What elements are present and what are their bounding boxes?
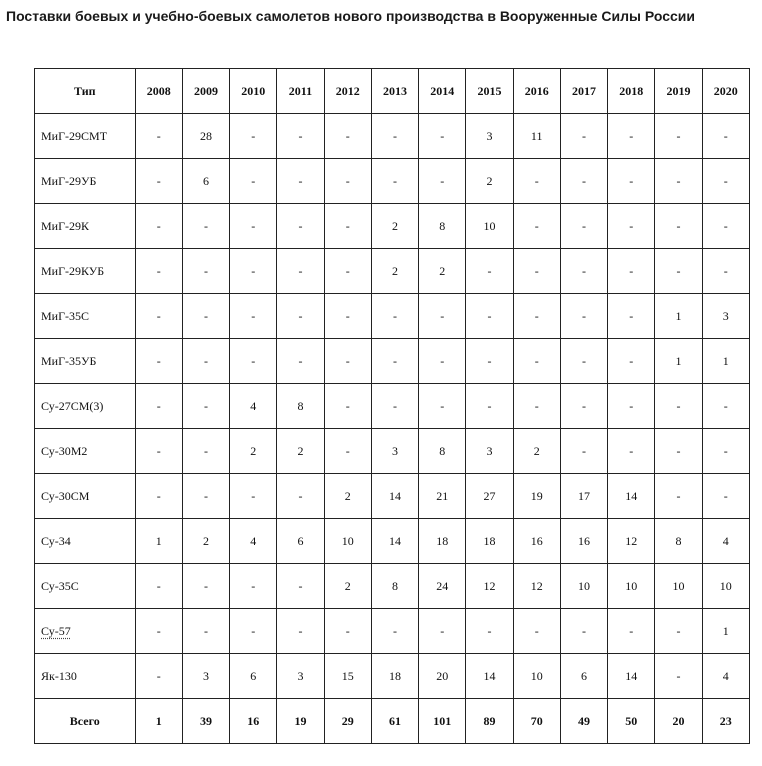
value-cell: -	[324, 339, 371, 384]
table-row	[35, 159, 750, 204]
value-cell: 18	[466, 519, 513, 564]
value-cell: -	[560, 114, 607, 159]
value-cell: 3	[371, 429, 418, 474]
aircraft-type-label: МиГ-35УБ	[41, 353, 97, 368]
header-year-2018: 2018	[608, 69, 655, 114]
value-cell: -	[655, 654, 702, 699]
value-cell: -	[419, 159, 466, 204]
value-cell: -	[324, 159, 371, 204]
aircraft-type-label: МиГ-29КУБ	[41, 263, 105, 278]
value-cell: -	[419, 294, 466, 339]
header-year-2013: 2013	[371, 69, 418, 114]
value-cell: 2	[466, 159, 513, 204]
value-cell: -	[513, 339, 560, 384]
value-cell: -	[230, 474, 277, 519]
value-cell: -	[277, 564, 324, 609]
value-cell: -	[324, 609, 371, 654]
total-value-cell: 101	[419, 699, 466, 744]
value-cell: -	[655, 114, 702, 159]
table-row	[35, 204, 750, 249]
value-cell: 6	[230, 654, 277, 699]
value-cell: 10	[655, 564, 702, 609]
value-cell: 21	[419, 474, 466, 519]
deliveries-table	[34, 68, 750, 744]
value-cell: -	[608, 429, 655, 474]
value-cell: 12	[513, 564, 560, 609]
value-cell: 10	[608, 564, 655, 609]
value-cell: 14	[466, 654, 513, 699]
value-cell: -	[135, 114, 182, 159]
value-cell: -	[182, 474, 229, 519]
aircraft-type-label: Як-130	[41, 668, 77, 683]
value-cell: -	[277, 609, 324, 654]
value-cell: 3	[466, 429, 513, 474]
value-cell: 14	[608, 654, 655, 699]
value-cell: 10	[324, 519, 371, 564]
value-cell: -	[230, 294, 277, 339]
value-cell: 24	[419, 564, 466, 609]
value-cell: -	[135, 204, 182, 249]
value-cell: 11	[513, 114, 560, 159]
aircraft-type-label: Су-35С	[41, 578, 79, 593]
value-cell: 17	[560, 474, 607, 519]
value-cell: -	[655, 159, 702, 204]
header-year-2019: 2019	[655, 69, 702, 114]
total-value-cell: 89	[466, 699, 513, 744]
value-cell: -	[277, 114, 324, 159]
value-cell: -	[608, 339, 655, 384]
total-value-cell: 20	[655, 699, 702, 744]
value-cell: -	[513, 384, 560, 429]
value-cell: -	[560, 204, 607, 249]
total-value-cell: 19	[277, 699, 324, 744]
value-cell: -	[419, 384, 466, 429]
value-cell: -	[135, 384, 182, 429]
aircraft-type-cell	[35, 249, 136, 294]
value-cell: 3	[182, 654, 229, 699]
value-cell: -	[513, 294, 560, 339]
aircraft-type-label: Су-34	[41, 533, 71, 548]
value-cell: -	[182, 249, 229, 294]
value-cell: 6	[277, 519, 324, 564]
value-cell: 10	[513, 654, 560, 699]
table-row	[35, 114, 750, 159]
value-cell: -	[655, 384, 702, 429]
table-row	[35, 384, 750, 429]
aircraft-type-label: МиГ-29СМТ	[41, 128, 108, 143]
value-cell: 16	[560, 519, 607, 564]
value-cell: -	[466, 339, 513, 384]
value-cell: 10	[702, 564, 749, 609]
value-cell: -	[324, 294, 371, 339]
value-cell: -	[702, 429, 749, 474]
value-cell: -	[466, 294, 513, 339]
total-value-cell: 29	[324, 699, 371, 744]
value-cell: -	[702, 204, 749, 249]
value-cell: 4	[230, 384, 277, 429]
value-cell: 2	[230, 429, 277, 474]
value-cell: -	[371, 609, 418, 654]
value-cell: -	[135, 429, 182, 474]
value-cell: 1	[655, 294, 702, 339]
total-value-cell: 16	[230, 699, 277, 744]
value-cell: 2	[371, 249, 418, 294]
value-cell: -	[182, 384, 229, 429]
value-cell: -	[466, 249, 513, 294]
value-cell: 12	[608, 519, 655, 564]
value-cell: 28	[182, 114, 229, 159]
value-cell: -	[608, 294, 655, 339]
aircraft-type-cell	[35, 204, 136, 249]
page-title: Поставки боевых и учебно-боевых самолетов нового производства в Вооруженные Силы России	[6, 8, 696, 24]
value-cell: 1	[702, 609, 749, 654]
value-cell: -	[277, 294, 324, 339]
aircraft-type-label: Су-30М2	[41, 443, 88, 458]
value-cell: 3	[702, 294, 749, 339]
value-cell: 14	[371, 519, 418, 564]
total-row	[35, 699, 750, 744]
table-row	[35, 519, 750, 564]
value-cell: 2	[513, 429, 560, 474]
value-cell: -	[230, 339, 277, 384]
value-cell: -	[513, 609, 560, 654]
value-cell: -	[135, 609, 182, 654]
value-cell: 10	[466, 204, 513, 249]
value-cell: -	[135, 159, 182, 204]
header-year-2011: 2011	[277, 69, 324, 114]
value-cell: -	[135, 654, 182, 699]
value-cell: -	[702, 384, 749, 429]
value-cell: 1	[135, 519, 182, 564]
aircraft-type-cell	[35, 384, 136, 429]
value-cell: -	[230, 159, 277, 204]
value-cell: 8	[655, 519, 702, 564]
header-year-2016: 2016	[513, 69, 560, 114]
value-cell: 2	[371, 204, 418, 249]
aircraft-type-cell[interactable]	[35, 609, 136, 654]
value-cell: 4	[702, 654, 749, 699]
header-year-2017: 2017	[560, 69, 607, 114]
value-cell: -	[608, 114, 655, 159]
value-cell: -	[230, 249, 277, 294]
value-cell: -	[135, 474, 182, 519]
value-cell: -	[230, 564, 277, 609]
value-cell: -	[277, 204, 324, 249]
header-year-2010: 2010	[230, 69, 277, 114]
value-cell: 4	[702, 519, 749, 564]
total-value-cell: 70	[513, 699, 560, 744]
aircraft-type-cell	[35, 519, 136, 564]
value-cell: -	[135, 564, 182, 609]
total-value-cell: 39	[182, 699, 229, 744]
aircraft-type-cell	[35, 429, 136, 474]
value-cell: -	[182, 564, 229, 609]
value-cell: 14	[371, 474, 418, 519]
value-cell: -	[230, 114, 277, 159]
value-cell: -	[608, 249, 655, 294]
aircraft-type-cell	[35, 114, 136, 159]
value-cell: -	[135, 294, 182, 339]
value-cell: 18	[371, 654, 418, 699]
total-value-cell: 1	[135, 699, 182, 744]
value-cell: -	[324, 429, 371, 474]
aircraft-type-label: МиГ-35С	[41, 308, 90, 323]
value-cell: 18	[419, 519, 466, 564]
header-year-2015: 2015	[466, 69, 513, 114]
table-row	[35, 429, 750, 474]
header-year-2014: 2014	[419, 69, 466, 114]
total-value-cell: 49	[560, 699, 607, 744]
header-year-2008: 2008	[135, 69, 182, 114]
value-cell: -	[702, 249, 749, 294]
value-cell: -	[560, 294, 607, 339]
total-label: Всего	[35, 699, 136, 744]
value-cell: -	[608, 204, 655, 249]
value-cell: -	[608, 159, 655, 204]
value-cell: -	[277, 339, 324, 384]
total-value-cell: 50	[608, 699, 655, 744]
value-cell: -	[230, 609, 277, 654]
value-cell: -	[560, 339, 607, 384]
value-cell: -	[560, 384, 607, 429]
table-row	[35, 339, 750, 384]
value-cell: -	[182, 609, 229, 654]
value-cell: -	[324, 114, 371, 159]
value-cell: 2	[277, 429, 324, 474]
value-cell: -	[702, 159, 749, 204]
value-cell: -	[608, 384, 655, 429]
aircraft-type-label: МиГ-29УБ	[41, 173, 97, 188]
aircraft-type-cell	[35, 474, 136, 519]
value-cell: 20	[419, 654, 466, 699]
value-cell: 16	[513, 519, 560, 564]
value-cell: 1	[655, 339, 702, 384]
value-cell: -	[419, 114, 466, 159]
aircraft-type-link[interactable]: Су-57	[41, 623, 71, 638]
value-cell: -	[513, 159, 560, 204]
total-value-cell: 61	[371, 699, 418, 744]
value-cell: -	[371, 159, 418, 204]
value-cell: -	[135, 339, 182, 384]
header-year-2009: 2009	[182, 69, 229, 114]
value-cell: -	[466, 609, 513, 654]
table-row	[35, 654, 750, 699]
value-cell: -	[419, 609, 466, 654]
value-cell: 8	[419, 429, 466, 474]
value-cell: 3	[277, 654, 324, 699]
value-cell: -	[182, 204, 229, 249]
value-cell: -	[277, 249, 324, 294]
value-cell: -	[371, 294, 418, 339]
table-row	[35, 609, 750, 654]
value-cell: -	[182, 429, 229, 474]
aircraft-type-cell	[35, 294, 136, 339]
value-cell: 6	[560, 654, 607, 699]
aircraft-type-label: Су-27СМ(3)	[41, 398, 104, 413]
aircraft-type-cell	[35, 564, 136, 609]
table-row	[35, 249, 750, 294]
aircraft-type-cell	[35, 654, 136, 699]
value-cell: -	[655, 429, 702, 474]
value-cell: 27	[466, 474, 513, 519]
value-cell: -	[655, 474, 702, 519]
value-cell: 19	[513, 474, 560, 519]
table-header-row	[35, 69, 750, 114]
value-cell: 6	[182, 159, 229, 204]
value-cell: -	[513, 204, 560, 249]
value-cell: 10	[560, 564, 607, 609]
header-type: Тип	[35, 69, 136, 114]
value-cell: -	[655, 249, 702, 294]
header-year-2012: 2012	[324, 69, 371, 114]
value-cell: 15	[324, 654, 371, 699]
value-cell: -	[655, 204, 702, 249]
value-cell: -	[135, 249, 182, 294]
value-cell: -	[702, 474, 749, 519]
header-year-2020: 2020	[702, 69, 749, 114]
value-cell: -	[324, 249, 371, 294]
total-value-cell: 23	[702, 699, 749, 744]
table-row	[35, 474, 750, 519]
value-cell: 8	[371, 564, 418, 609]
value-cell: -	[419, 339, 466, 384]
value-cell: 14	[608, 474, 655, 519]
value-cell: 2	[324, 564, 371, 609]
value-cell: -	[182, 339, 229, 384]
value-cell: 12	[466, 564, 513, 609]
table-row	[35, 564, 750, 609]
value-cell: -	[655, 609, 702, 654]
value-cell: -	[324, 204, 371, 249]
value-cell: -	[513, 249, 560, 294]
value-cell: -	[324, 384, 371, 429]
value-cell: -	[182, 294, 229, 339]
aircraft-type-cell	[35, 159, 136, 204]
value-cell: -	[371, 114, 418, 159]
aircraft-type-label: МиГ-29К	[41, 218, 90, 233]
aircraft-type-cell	[35, 339, 136, 384]
value-cell: -	[560, 429, 607, 474]
value-cell: -	[560, 609, 607, 654]
value-cell: 2	[182, 519, 229, 564]
value-cell: -	[277, 159, 324, 204]
value-cell: 1	[702, 339, 749, 384]
value-cell: -	[560, 249, 607, 294]
value-cell: -	[371, 384, 418, 429]
value-cell: -	[371, 339, 418, 384]
value-cell: 2	[324, 474, 371, 519]
value-cell: 8	[419, 204, 466, 249]
value-cell: 4	[230, 519, 277, 564]
value-cell: 2	[419, 249, 466, 294]
value-cell: -	[466, 384, 513, 429]
value-cell: -	[230, 204, 277, 249]
value-cell: -	[277, 474, 324, 519]
value-cell: -	[560, 159, 607, 204]
value-cell: 3	[466, 114, 513, 159]
value-cell: 8	[277, 384, 324, 429]
value-cell: -	[608, 609, 655, 654]
aircraft-type-label: Су-30СМ	[41, 488, 90, 503]
value-cell: -	[702, 114, 749, 159]
table-row	[35, 294, 750, 339]
